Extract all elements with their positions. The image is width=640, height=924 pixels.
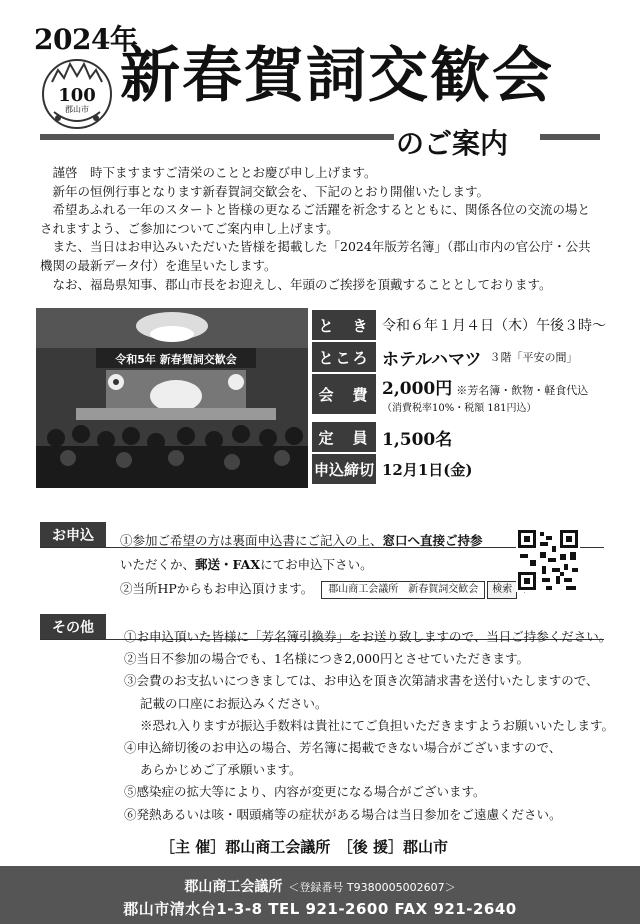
place-row — [312, 342, 612, 372]
place-sub: ３階「平安の間」 — [489, 351, 578, 364]
fee-row — [312, 374, 612, 414]
other-item: ②当日不参加の場合でも、1名様につき2,000円とさせていただきます。 — [124, 651, 529, 667]
date-label: と き — [312, 310, 376, 340]
footer-registration: ＜登録番号 T9380005002607＞ — [288, 881, 456, 894]
application-emphasis: 窓口へ直接ご持参 — [382, 533, 483, 548]
place-value: ホテルハマツ — [382, 349, 482, 370]
intro-line: されますよう、ご参加についてご案内申し上げます。 — [40, 220, 339, 236]
intro-text — [40, 164, 600, 294]
capacity-row — [312, 422, 612, 452]
page-subtitle: のご案内 — [396, 127, 509, 160]
intro-line: 機関の最新データ付）を進呈いたします。 — [40, 257, 277, 273]
fee-tax: （消費税率10%・税額 181円込） — [382, 403, 537, 414]
date-value: 令和６年１月４日（木）午後３時～ — [382, 318, 606, 334]
event-photo — [36, 308, 308, 488]
event-year: 2024年 — [34, 23, 138, 56]
application-line-1: ①参加ご希望の方は裏面申込書にご記入の上、窓口へ直接ご持参 — [120, 533, 483, 548]
other-item: あらかじめご了承願います。 — [140, 762, 302, 778]
page-title: 新春賀詞交歓会 — [120, 41, 554, 111]
application-label: お申込 — [40, 522, 106, 548]
other-label: その他 — [40, 614, 106, 640]
capacity-label: 定 員 — [312, 422, 376, 452]
capacity-value: 1,500名 — [382, 429, 453, 450]
photo-banner-text: 令和5年 新春賀詞交歓会 — [115, 353, 237, 366]
logo-city-text: 郡山市 — [65, 105, 89, 114]
date-row — [312, 310, 612, 340]
deadline-label: 申込締切 — [312, 454, 376, 484]
other-list — [124, 626, 614, 826]
other-item: ⑥発熱あるいは咳・咽頭痛等の症状がある場合は当日参加をご遠慮ください。 — [124, 806, 562, 822]
other-item: ※恐れ入りますが振込手数料は貴社にてご負担いただきますようお願いいたします。 — [140, 717, 615, 733]
other-item: ⑤感染症の拡大等により、内容が変更になる場合がございます。 — [124, 784, 486, 800]
application-line-2: いただくか、郵送・FAXにてお申込下さい。 — [120, 557, 373, 572]
application-line-3: ②当所HPからもお申込頂けます。 郡山商工会議所 新春賀詞交歓会 検索 — [120, 578, 527, 601]
intro-line: なお、福島県知事、郡山市長をお迎えし、年頭のご挨拶を頂戴することとしております。 — [52, 276, 552, 292]
other-item: ④申込締切後のお申込の場合、芳名簿に掲載できない場合がございますので、 — [124, 740, 562, 756]
deadline-value: 12月1日(金) — [382, 460, 473, 479]
organizer-line: ［主 催］郡山商工会議所 ［後 援］郡山市 — [160, 838, 448, 856]
search-box[interactable]: 郡山商工会議所 新春賀詞交歓会 — [321, 581, 485, 599]
title-rule-right — [540, 134, 600, 140]
fee-value: 2,000円 — [382, 379, 453, 399]
logo-100-text: 100 — [58, 85, 96, 106]
application-emphasis: 郵送・FAX — [195, 557, 261, 572]
footer — [0, 866, 640, 924]
qr-code-icon[interactable] — [516, 528, 580, 592]
footer-address: 郡山市清水台1-3-8 TEL 921-2600 FAX 921-2640 — [123, 900, 517, 918]
fee-label: 会 費 — [312, 374, 376, 414]
place-label: ところ — [312, 342, 376, 372]
intro-line: 謹啓 時下ますますご清栄のこととお慶び申し上げます。 — [52, 165, 377, 180]
intro-line: また、当日はお申込みいただいた皆様を掲載した「2024年版芳名簿」（郡山市内の官公庁・公共 — [52, 239, 591, 255]
fee-note: ※芳名簿・飲物・軽食代込 — [456, 384, 589, 397]
search-button[interactable]: 検索 — [487, 581, 517, 599]
other-item: 記載の口座にお振込みください。 — [140, 695, 328, 711]
intro-line: 希望あふれる一年のスタートと皆様の更なるご活躍を祈念するとともに、関係各位の交流の場と — [52, 202, 591, 218]
deadline-row — [312, 454, 612, 484]
other-item: ①お申込頂いた皆様に「芳名簿引換券」をお送り致しますので、当日ご持参ください。 — [124, 629, 612, 644]
footer-org-name: 郡山商工会議所 — [184, 879, 283, 895]
title-rule-left — [40, 134, 394, 140]
other-item: ③会費のお支払いにつきましては、お申込を頂き次第請求書を送付いたしますので、 — [124, 673, 599, 689]
anniversary-logo — [38, 52, 116, 136]
intro-line: 新年の恒例行事となります新春賀詞交歓会を、下記のとおり開催いたします。 — [52, 183, 490, 199]
